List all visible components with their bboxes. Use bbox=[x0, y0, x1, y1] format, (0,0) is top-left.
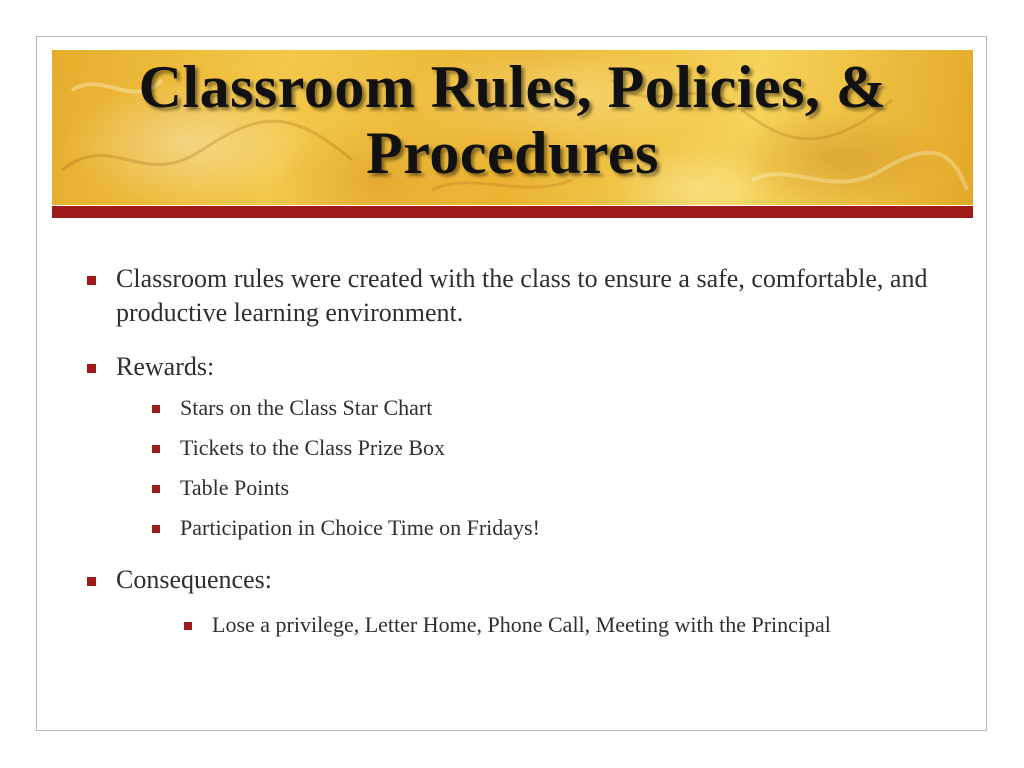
reward-item bbox=[150, 393, 946, 423]
title-banner bbox=[52, 50, 973, 205]
slide-title: Classroom Rules, Policies, & Procedures bbox=[138, 54, 887, 186]
reward-item-text: Stars on the Class Star Chart bbox=[180, 395, 433, 420]
bullet-rules bbox=[86, 262, 946, 330]
bullet-consequences bbox=[86, 563, 946, 597]
square-bullet-icon bbox=[87, 364, 96, 373]
slide-content bbox=[86, 262, 946, 640]
reward-item bbox=[150, 513, 946, 543]
square-bullet-icon bbox=[152, 525, 160, 533]
bullet-consequences-label: Consequences: bbox=[116, 565, 272, 594]
reward-item-text: Participation in Choice Time on Fridays! bbox=[180, 515, 540, 540]
bullet-rewards bbox=[86, 350, 946, 384]
reward-item bbox=[150, 433, 946, 463]
consequence-item bbox=[182, 610, 946, 640]
square-bullet-icon bbox=[184, 622, 192, 630]
reward-item-text: Tickets to the Class Prize Box bbox=[180, 435, 446, 460]
reward-item bbox=[150, 473, 946, 503]
title-rule bbox=[52, 206, 973, 218]
square-bullet-icon bbox=[152, 485, 160, 493]
square-bullet-icon bbox=[87, 276, 96, 285]
reward-item-text: Table Points bbox=[180, 475, 290, 500]
consequence-item-text: Lose a privilege, Letter Home, Phone Call, Meeting with the Principal bbox=[212, 612, 831, 637]
square-bullet-icon bbox=[152, 445, 160, 453]
square-bullet-icon bbox=[87, 577, 96, 586]
bullet-rules-text: Classroom rules were created with the class to ensure a safe, comfortable, and productive learning environment. bbox=[116, 264, 928, 327]
bullet-rewards-label: Rewards: bbox=[116, 352, 215, 381]
square-bullet-icon bbox=[152, 405, 160, 413]
